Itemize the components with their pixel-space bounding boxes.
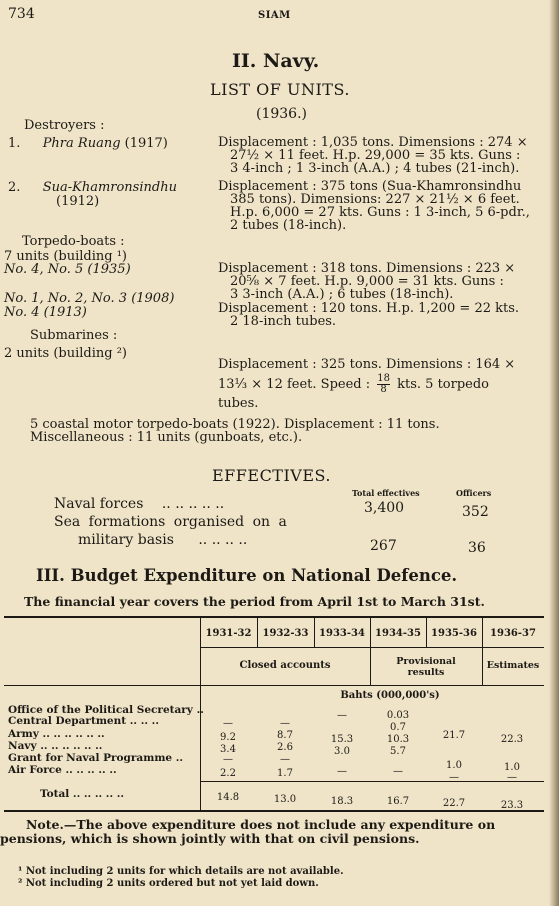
unit-label: Bahts (000,000's) [340,690,440,701]
table-rule-top [4,616,544,618]
row-label: Naval forces [54,496,144,512]
total-value: 13.0 [273,794,297,805]
desc-line: tubes. [218,396,259,411]
torpedo-group-1-line: 7 units (building ¹) [4,249,128,264]
total-row-label: Total .. .. .. .. .. [40,788,125,800]
year-header: 1936-37 [490,628,536,639]
year-header: 1931-32 [205,628,252,639]
desc-line: Displacement : 318 tons. Dimensions : 223 × [218,261,516,276]
cell-value: — [337,766,347,777]
torpedo-group-1-description [218,262,515,301]
naval-forces-total: 3,400 [364,500,405,516]
naval-forces-label [54,496,224,512]
destroyer-1-description [218,136,528,175]
note-line: pensions, which is shown jointly with that on civil pensions. [0,831,420,846]
sea-formations-label: Sea formations organised on a [54,514,287,530]
leader-dots: .. .. .. .. [198,532,248,548]
row-label: Grant for Naval Programme .. [8,752,184,764]
list-of-units-title: LIST OF UNITS. [210,80,350,99]
total-value: 22.7 [442,798,466,809]
table-rule-header [4,685,544,686]
desc-line: Displacement : 1,035 tons. Dimensions : 274 × [218,135,528,150]
cell-value: 2.6 [277,742,293,753]
total-value: 16.7 [386,796,410,807]
row-label: Navy .. .. .. .. .. .. [8,740,103,752]
desc-line: 20⅝ × 7 feet. H.p. 9,000 = 31 kts. Guns : [230,274,504,289]
total-value: 14.8 [216,792,240,803]
effectives-title: EFFECTIVES. [212,466,332,485]
sea-formations-label-2 [78,532,247,548]
year-header: 1935-36 [431,628,477,639]
cell-value: 8.7 [277,730,293,741]
cell-value: 1.0 [504,762,520,773]
destroyers-label: Destroyers : [24,118,105,133]
group-estimates: Estimates [486,660,540,671]
row-label: military basis [78,532,174,548]
cell-value: 1.0 [446,760,462,771]
group-provisional [370,656,482,678]
desc-line: 27½ × 11 feet. H.p. 29,000 = 35 kts. Guns : [230,148,521,163]
cell-value: — [337,710,347,721]
leader-dots: .. .. .. .. .. [161,496,225,512]
cell-value: 5.7 [390,746,406,757]
col-total-effectives: Total effectives [352,488,420,498]
cell-value: 22.3 [500,734,524,745]
cell-value: 0.03 [386,710,410,721]
destroyer-2-num: 2. [8,180,21,195]
row-label: Air Force .. .. .. .. .. [8,764,117,776]
destroyer-2-year: (1912) [56,194,100,209]
total-value: 18.3 [330,796,354,807]
torpedo-group-2-line: No. 1, No. 2, No. 3 (1908) [4,291,175,306]
cell-value: 0.7 [390,722,406,733]
page-number: 734 [8,6,35,22]
fraction-denominator: 8 [380,384,387,395]
sea-formations-officers: 36 [468,540,486,556]
group-closed-accounts: Closed accounts [239,660,331,671]
speed-fraction [377,374,390,395]
destroyer-2-description [218,180,530,232]
destroyer-2 [8,180,177,195]
table-rule-years [200,647,544,648]
destroyer-2-name: Sua-Khamronsindhu [42,180,177,195]
sea-formations-total: 267 [370,538,397,554]
coastal-boats [30,418,440,444]
cell-value: — [280,718,290,729]
cell-value: — [280,754,290,765]
cell-value: — [507,772,517,783]
torpedo-group-1-line: No. 4, No. 5 (1935) [4,262,131,277]
naval-forces-officers: 352 [462,504,489,520]
running-head: SIAM [258,10,291,21]
torpedo-group-2-line: No. 4 (1913) [4,305,87,320]
torpedo-group-2-description [218,302,519,328]
desc-text: 13⅓ × 12 feet. Speed : [218,377,371,392]
total-value: 23.3 [500,800,524,811]
cell-value: 2.2 [220,768,236,779]
budget-intro: The financial year covers the period from April 1st to March 31st. [24,594,485,609]
year-header: 1932-33 [262,628,309,639]
footnote: ² Not including 2 units ordered but not yet laid down. [18,878,319,889]
coastal-line: Miscellaneous : 11 units (gunboats, etc.). [30,430,303,445]
desc-text: kts. 5 torpedo [397,377,489,392]
budget-note [0,817,496,846]
row-label: Office of the Political Secretary .. [8,704,204,716]
note-line: Note.—The above expenditure does not include any expenditure on [26,817,496,832]
cell-value: 1.7 [277,768,293,779]
cell-value: 3.4 [220,744,236,755]
cell-value: — [223,754,233,765]
desc-line: 3 3-inch (A.A.) ; 6 tubes (18-inch). [230,287,454,302]
list-year: (1936.) [256,106,308,122]
cell-value: 9.2 [220,732,236,743]
navy-section-title: II. Navy. [232,50,320,72]
footnote: ¹ Not including 2 units for which details are not available. [18,866,344,877]
desc-line: 2 tubes (18-inch). [230,218,347,233]
cell-value: — [223,718,233,729]
destroyer-1 [8,136,168,151]
cell-value: — [393,766,403,777]
col-officers: Officers [456,488,492,498]
footnotes [18,866,344,890]
row-label: Army .. .. .. .. .. .. [8,728,105,740]
destroyer-1-name: Phra Ruang [42,136,121,151]
desc-line: Displacement : 325 tons. Dimensions : 164 × [218,357,516,372]
desc-line: Displacement : 120 tons. H.p. 1,200 = 22 kts. [218,301,520,316]
budget-title: III. Budget Expenditure on National Defence. [36,566,458,585]
destroyer-1-num: 1. [8,136,21,151]
row-label: Central Department .. .. .. [8,715,159,727]
desc-line: 3 4-inch ; 1 3-inch (A.A.) ; 4 tubes (21-inch). [230,161,520,176]
coastal-line: 5 coastal motor torpedo-boats (1922). Displacement : 11 tons. [30,417,440,432]
submarines-description [218,356,515,413]
year-header: 1933-34 [319,628,365,639]
torpedo-group-1 [4,250,131,276]
cell-value: — [449,772,459,783]
fraction-numerator: 18 [377,373,390,384]
submarines-label: Submarines : [30,328,118,343]
cell-value: 10.3 [386,734,410,745]
cell-value: 21.7 [442,730,466,741]
torpedo-group-2 [4,292,174,320]
torpedo-boats-label: Torpedo-boats : [22,234,125,249]
group-provisional-line: results [407,667,445,678]
cell-value: 3.0 [334,746,350,757]
desc-line: 2 18-inch tubes. [230,314,337,329]
desc-line-speed [218,374,515,395]
submarines-units: 2 units (building ²) [4,346,128,361]
cell-value: 15.3 [330,734,354,745]
year-header: 1934-35 [375,628,421,639]
table-rule-bottom [4,810,544,812]
group-provisional-line: Provisional [396,656,456,667]
page-edge-shadow [549,0,559,906]
desc-line: H.p. 6,000 = 27 kts. Guns : 1 3-inch, 5 6-pdr., [230,205,530,220]
destroyer-1-year: (1917) [124,136,168,151]
desc-line: 385 tons). Dimensions: 227 × 21½ × 6 feet. [230,192,520,207]
desc-line: Displacement : 375 tons (Sua-Khamronsindhu [218,179,522,194]
